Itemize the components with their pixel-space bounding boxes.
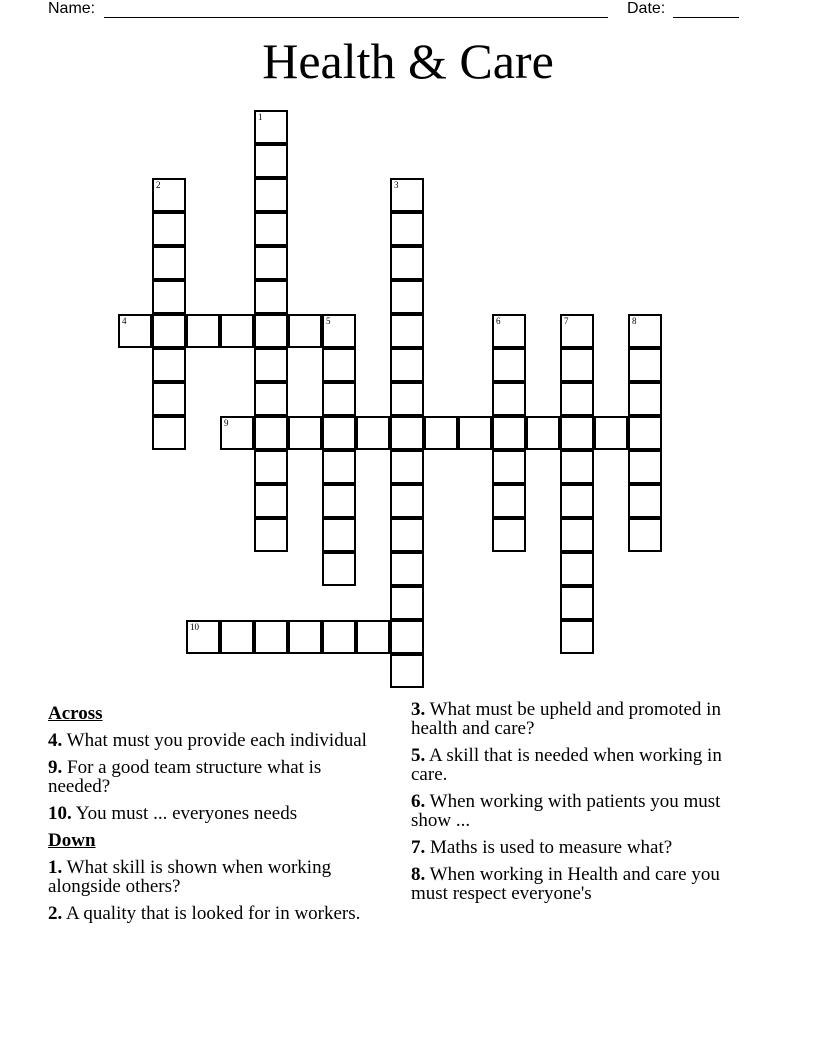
grid-cell[interactable] [356,416,390,450]
grid-cell[interactable] [322,416,356,450]
clue-number-label: 10 [190,622,199,632]
grid-cell[interactable] [254,246,288,280]
clue-number-label: 6 [496,316,501,326]
clue-text: When working in Health and care you must respect everyone's [411,864,720,904]
grid-cell[interactable] [560,348,594,382]
grid-cell[interactable] [492,314,526,348]
grid-cell[interactable] [288,620,322,654]
grid-cell[interactable] [322,450,356,484]
grid-cell[interactable] [322,518,356,552]
grid-cell[interactable] [186,620,220,654]
clue-number-label: 4 [122,316,127,326]
grid-cell[interactable] [390,212,424,246]
clue-text: When working with patients you must show ... [411,791,721,831]
across-heading: Across [48,703,103,724]
clue-down-2 [48,904,378,923]
clue-number-label: 2 [156,180,161,190]
clue-number-label: 3 [394,180,399,190]
grid-cell[interactable] [220,314,254,348]
clues-column-left [48,700,378,931]
grid-cell[interactable] [288,416,322,450]
grid-cell[interactable] [390,348,424,382]
grid-cell[interactable] [560,416,594,450]
clue-across-10 [48,804,378,823]
grid-cell[interactable] [424,416,458,450]
grid-cell[interactable] [152,348,186,382]
grid-cell[interactable] [390,620,424,654]
grid-cell[interactable] [390,280,424,314]
grid-cell[interactable] [560,382,594,416]
clue-down-7 [411,838,756,857]
clue-text: What skill is shown when working alongside others? [48,857,332,897]
clue-number: 5. [411,745,426,766]
grid-cell[interactable] [254,450,288,484]
clue-number-label: 1 [258,112,263,122]
grid-cell[interactable] [628,484,662,518]
clue-down-8 [411,865,756,903]
grid-cell[interactable] [152,314,186,348]
grid-cell[interactable] [492,416,526,450]
grid-cell[interactable] [390,416,424,450]
grid-cell[interactable] [254,348,288,382]
grid-cell[interactable] [594,416,628,450]
grid-cell[interactable] [390,654,424,688]
grid-cell[interactable] [186,314,220,348]
grid-cell[interactable] [254,212,288,246]
date-label: Date: [627,0,666,17]
grid-cell[interactable] [390,518,424,552]
grid-cell[interactable] [628,314,662,348]
clue-number: 6. [411,791,426,812]
grid-cell[interactable] [526,416,560,450]
clue-number-label: 7 [564,316,569,326]
clue-number: 10. [48,803,72,824]
grid-cell[interactable] [560,484,594,518]
grid-cell[interactable] [390,382,424,416]
grid-cell[interactable] [254,484,288,518]
clue-down-6 [411,792,756,830]
grid-cell[interactable] [628,382,662,416]
clue-text: You must ... everyones needs [75,803,298,824]
clue-number-label: 8 [632,316,637,326]
grid-cell[interactable] [560,518,594,552]
page-title: Health & Care [262,33,554,89]
clue-number: 9. [48,757,63,778]
grid-cell[interactable] [390,586,424,620]
grid-cell[interactable] [220,416,254,450]
clue-text: For a good team structure what is needed? [48,757,322,797]
clue-number: 1. [48,857,63,878]
grid-cell[interactable] [390,178,424,212]
clue-across-9 [48,758,378,796]
grid-cell[interactable] [322,382,356,416]
clue-text: A skill that is needed when working in care. [411,745,722,785]
clue-number: 2. [48,903,63,924]
grid-cell[interactable] [628,416,662,450]
grid-cell[interactable] [220,620,254,654]
clue-text: A quality that is looked for in workers. [65,903,361,924]
clue-text: Maths is used to measure what? [430,837,673,858]
grid-cell[interactable] [492,450,526,484]
clue-text: What must you provide each individual [66,730,367,751]
grid-cell[interactable] [254,314,288,348]
grid-cell[interactable] [560,450,594,484]
clue-down-3 [411,700,756,738]
clue-down-1 [48,858,378,896]
grid-cell[interactable] [254,620,288,654]
grid-cell[interactable] [288,314,322,348]
grid-cell[interactable] [628,518,662,552]
grid-cell[interactable] [254,144,288,178]
clue-across-4 [48,731,378,750]
grid-cell[interactable] [322,484,356,518]
grid-cell[interactable] [118,314,152,348]
clue-number-label: 5 [326,316,331,326]
grid-cell[interactable] [254,280,288,314]
grid-cell[interactable] [390,246,424,280]
grid-cell[interactable] [356,620,390,654]
grid-cell[interactable] [628,450,662,484]
down-heading: Down [48,830,96,851]
clue-number-label: 9 [224,418,229,428]
clues-column-right [411,700,756,911]
name-label: Name: [48,0,96,17]
clue-number: 8. [411,864,426,885]
grid-cell[interactable] [492,484,526,518]
grid-cell[interactable] [152,246,186,280]
clue-number: 7. [411,837,426,858]
grid-cell[interactable] [492,382,526,416]
grid-cell[interactable] [390,450,424,484]
grid-cell[interactable] [322,620,356,654]
grid-cell[interactable] [560,620,594,654]
clue-number: 4. [48,730,63,751]
grid-cell[interactable] [254,518,288,552]
grid-cell[interactable] [254,178,288,212]
grid-cell[interactable] [390,484,424,518]
grid-cell[interactable] [458,416,492,450]
grid-cell[interactable] [322,314,356,348]
grid-cell[interactable] [152,382,186,416]
grid-cell[interactable] [254,416,288,450]
grid-cell[interactable] [152,280,186,314]
grid-cell[interactable] [628,348,662,382]
grid-cell[interactable] [492,348,526,382]
clue-number: 3. [411,699,426,720]
grid-cell[interactable] [390,552,424,586]
grid-cell[interactable] [322,552,356,586]
grid-cell[interactable] [152,212,186,246]
grid-cell[interactable] [560,552,594,586]
grid-cell[interactable] [254,382,288,416]
grid-cell[interactable] [560,586,594,620]
grid-cell[interactable] [322,348,356,382]
grid-cell[interactable] [560,314,594,348]
clue-text: What must be upheld and promoted in health and care? [411,699,721,739]
grid-cell[interactable] [254,110,288,144]
grid-cell[interactable] [152,416,186,450]
clue-down-5 [411,746,756,784]
grid-cell[interactable] [390,314,424,348]
grid-cell[interactable] [492,518,526,552]
grid-cell[interactable] [152,178,186,212]
